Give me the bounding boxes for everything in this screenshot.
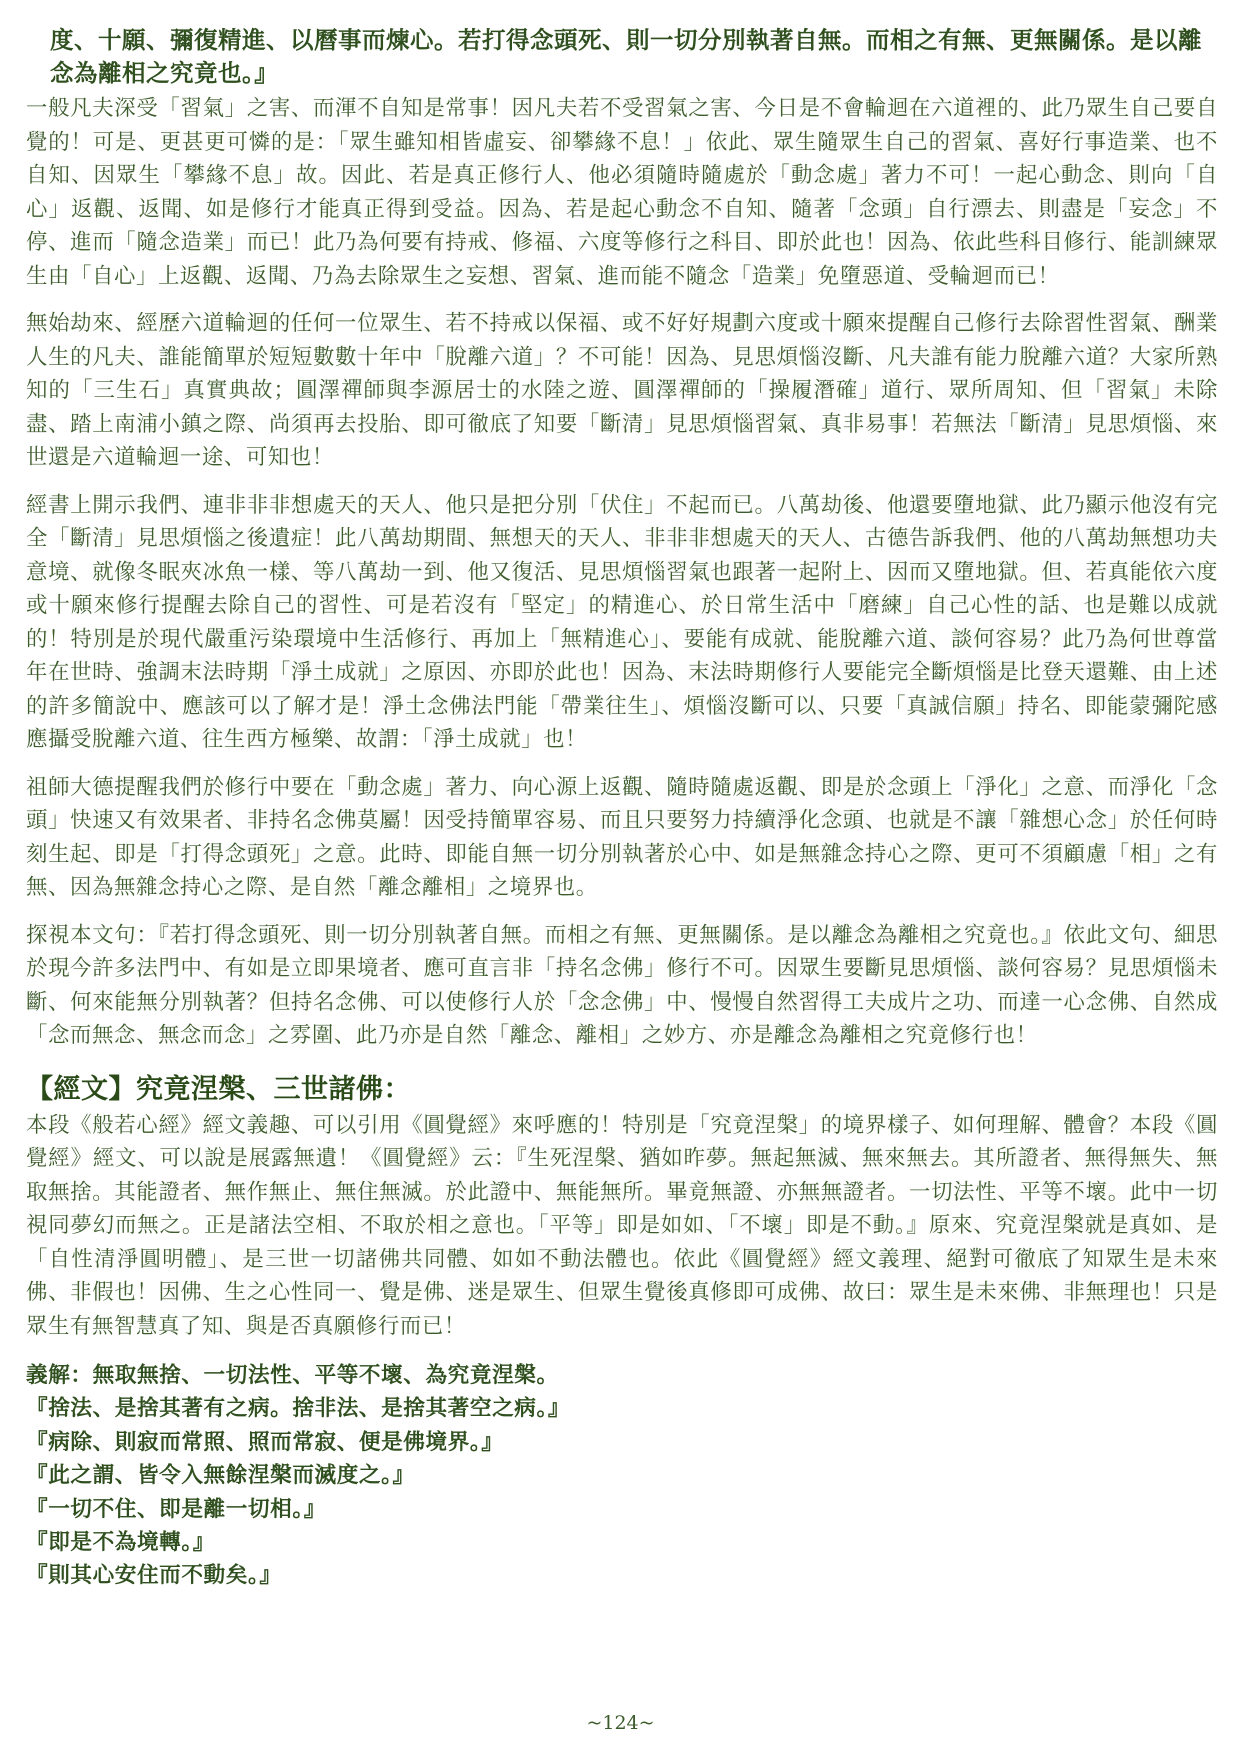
yijie-line: 『一切不住、即是離一切相。』 xyxy=(26,1496,326,1522)
paragraph-4: 祖師大德提醒我們於修行中要在「動念處」著力、向心源上返觀、隨時隨處返觀、即是於念頭上「淨化」之意、而淨化「念頭」快速又有效果者、非持名念佛莫屬！因受持簡單容易、而且只要努力持續淨化念頭、也就是不讓「雜想心念」於任何時刻生起、即是「打得念頭死」之意。此時、即能自無一切分別執著於心中、如是無雜念持心之際、更可不須顧慮「相」之有無、因為無雜念持心之際、是自然「離念離相」之境界也。 xyxy=(26,774,1218,900)
yijie-line: 『即是不為境轉。』 xyxy=(26,1530,215,1556)
page-number: ~124~ xyxy=(586,1712,655,1734)
paragraph-2: 無始劫來、經歷六道輪迴的任何一位眾生、若不持戒以保福、或不好好規劃六度或十願來提醒自己修行去除習性習氣、酬業人生的凡夫、誰能簡單於短短數數十年中「脫離六道」？不可能！因為、見思煩惱沒斷、凡夫誰有能力脫離六道？大家所熟知的「三生石」真實典故；圓澤禪師與李源居士的水陸之遊、圓澤禪師的「操履潛確」道行、眾所周知、但「習氣」未除盡、踏上南浦小鎮之際、尚須再去投胎、即可徹底了知要「斷清」見思煩惱習氣、真非易事！若無法「斷清」見思煩惱、來世還是六道輪迴一途、可知也！ xyxy=(26,311,1218,470)
paragraph-1: 一般凡夫深受「習氣」之害、而渾不自知是常事！因凡夫若不受習氣之害、今日是不會輪迴在六道裡的、此乃眾生自己要自覺的！可是、更甚更可憐的是：「眾生雖知相皆虛妄、卻攀緣不息！」依此、眾生隨眾生自己的習氣、喜好行事造業、也不自知、因眾生「攀緣不息」故。因此、若是真正修行人、他必須隨時隨處於「動念處」著力不可！一起心動念、則向「自心」返觀、返聞、如是修行才能真正得到受益。因為、若是起心動念不自知、隨著「念頭」自行漂去、則盡是「妄念」不停、進而「隨念造業」而已！此乃為何要有持戒、修福、六度等修行之科目、即於此也！因為、依此些科目修行、能訓練眾生由「自心」上返觀、返聞、乃為去除眾生之妄想、習氣、進而能不隨念「造業」免墮惡道、受輪迴而已！ xyxy=(26,96,1218,289)
section-paragraph: 本段《般若心經》經文義趣、可以引用《圓覺經》來呼應的！特別是「究竟涅槃」的境界樣子、如何理解、體會？本段《圓覺經》經文、可以說是展露無遺！《圓覺經》云：『生死涅槃、猶如昨夢。無起無滅、無來無去。其所證者、無得無失、無取無捨。其能證者、無作無止、無住無滅。於此證中、無能無所。畢竟無證、亦無無證者。一切法性、平等不壞。此中一切視同夢幻而無之。正是諸法空相、不取於相之意也。「平等」即是如如、「不壞」即是不動。』原來、究竟涅槃就是真如、是「自性清淨圓明體」、是三世一切諸佛共同體、如如不動法體也。依此《圓覺經》經文義理、絕對可徹底了知眾生是未來佛、非假也！因佛、生之心性同一、覺是佛、迷是眾生、但眾生覺後真修即可成佛、故曰：眾生是未來佛、非無理也！只是眾生有無智慧真了知、與是否真願修行而已！ xyxy=(26,1112,1218,1339)
yijie-line: 『病除、則寂而常照、照而常寂、便是佛境界。』 xyxy=(26,1429,504,1455)
lead-quote: 度、十願、彌復精進、以曆事而煉心。若打得念頭死、則一切分別執著自無。而相之有無、更無關係。是以離念為離相之究竟也。』 xyxy=(50,26,1202,87)
section-heading: 【經文】究竟涅槃、三世諸佛： xyxy=(26,1073,411,1105)
yijie-block xyxy=(26,1359,1218,1593)
paragraph-5: 探視本文句：『若打得念頭死、則一切分別執著自無。而相之有無、更無關係。是以離念為離相之究竟也。』依此文句、細思於現今許多法門中、有如是立即果境者、應可直言非「持名念佛」修行不可。因眾生要斷見思煩惱、談何容易？見思煩惱未斷、何來能無分別執著？但持名念佛、可以使修行人於「念念佛」中、慢慢自然習得工夫成片之功、而達一心念佛、自然成「念而無念、無念而念」之雰圍、此乃亦是自然「離念、離相」之妙方、亦是離念為離相之究竟修行也！ xyxy=(26,922,1218,1048)
yijie-line: 義解：無取無捨、一切法性、平等不壞、為究竟涅槃。 xyxy=(26,1363,559,1388)
yijie-line: 『此之謂、皆令入無餘涅槃而滅度之。』 xyxy=(26,1463,415,1489)
document-page xyxy=(26,24,1218,1593)
paragraph-3: 經書上開示我們、連非非非想處天的天人、他只是把分別「伏住」不起而已。八萬劫後、他還要墮地獄、此乃顯示他沒有完全「斷清」見思煩惱之後遺症！此八萬劫期間、無想天的天人、非非非想處天的天人、古德告訴我們、他的八萬劫無想功夫意境、就像冬眠夾冰魚一樣、等八萬劫一到、他又復活、見思煩惱習氣也跟著一起附上、因而又墮地獄。但、若真能依六度或十願來修行提醒去除自己的習性、可是若沒有「堅定」的精進心、於日常生活中「磨練」自己心性的話、也是難以成就的！特別是於現代嚴重污染環境中生活修行、再加上「無精進心」、要能有成就、能脫離六道、談何容易？此乃為何世尊當年在世時、強調末法時期「淨土成就」之原因、亦即於此也！因為、末法時期修行人要能完全斷煩惱是比登天還難、由上述的許多簡說中、應該可以了解才是！淨土念佛法門能「帶業往生」、煩惱沒斷可以、只要「真誠信願」持名、即能蒙彌陀感應攝受脫離六道、往生西方極樂、故謂：「淨土成就」也！ xyxy=(26,492,1218,752)
yijie-line: 『則其心安住而不動矣。』 xyxy=(26,1563,282,1589)
yijie-line: 『捨法、是捨其著有之病。捨非法、是捨其著空之病。』 xyxy=(26,1396,571,1422)
